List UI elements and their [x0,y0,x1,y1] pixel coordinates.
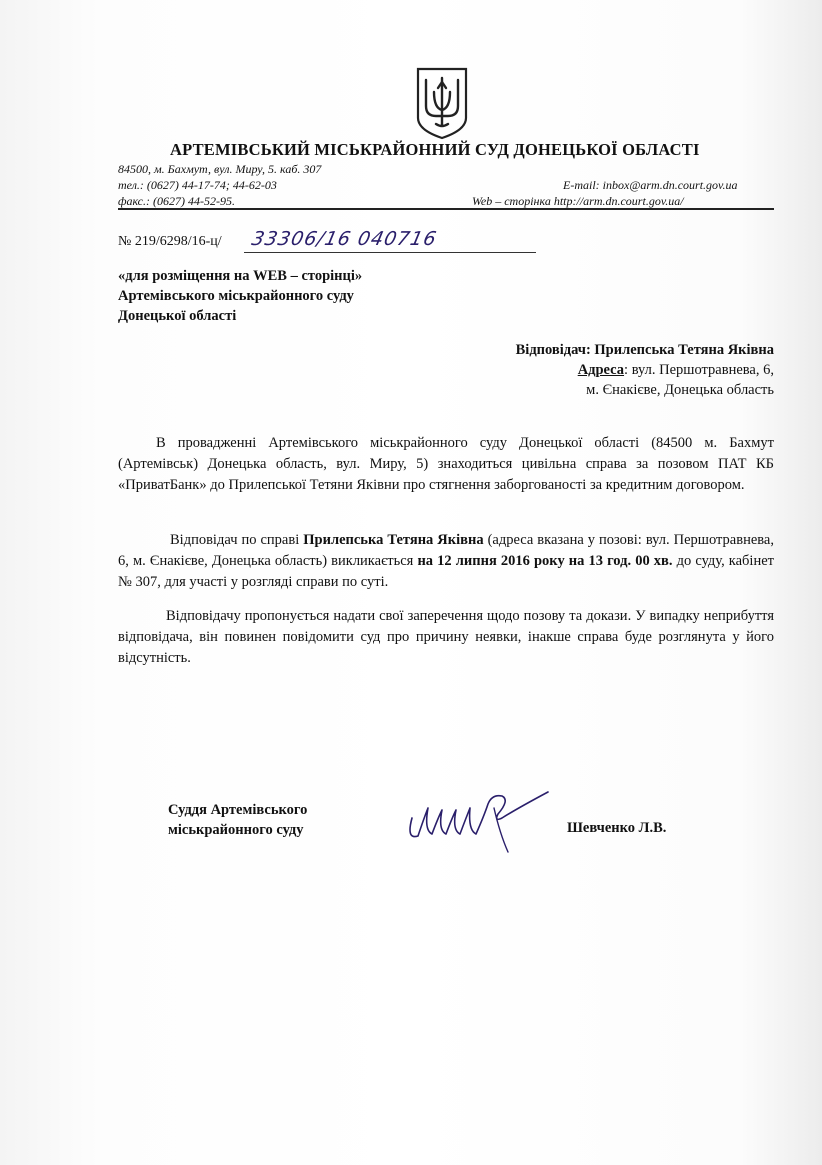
defendant-block [516,340,774,400]
web-note-line: Артемівського міськрайонного суду [118,288,354,304]
defendant-address-line [516,360,774,380]
judge-name: Шевченко Л.В. [567,820,667,836]
address-label: Адреса [577,362,625,378]
defendant-city: м. Єнакієве, Донецька область [586,382,774,398]
court-name-heading: АРТЕМІВСЬКИЙ МІСЬКРАЙОННИЙ СУД ДОНЕЦЬКОЇ ОБЛАСТІ [170,140,700,159]
address-street: : вул. Першотравнева, 6, [624,362,774,378]
web-note-line: «для розміщення на WEB – сторінці» [118,268,363,284]
summons-text: (адреса вказана у позові: вул. Першотравнева, 6, м. Єнакієве, Донецька область) викликається [118,532,774,569]
body-paragraph-case: В провадженні Артемівського міськрайонного суду Донецької області (84500 м. Бахмут (Артемівськ) Донецька область, вул. Миру, 5) знаходиться цивільна справа за позовом ПАТ КБ «ПриватБанк» до Прилепської Тетяни Яківни про стягнення заборгованості за кредитним договором. [118,435,774,493]
web-publication-note [118,266,362,326]
summons-text: до суду, кабінет № 307, для участі у розгляді справи по суті. [118,553,774,590]
reference-number: № 219/6298/16-ц/ [118,234,222,249]
tryzub-emblem-icon [414,66,470,140]
court-website: Web – сторінка http://arm.dn.court.gov.ua/ [472,194,684,208]
judge-title-line: Суддя Артемівського [168,802,308,818]
court-phone: тел.: (0627) 44-17-74; 44-62-03 [118,178,277,192]
header-divider [118,208,774,210]
defendant-name-line [516,340,774,360]
web-note-line: Донецької області [118,308,237,324]
summons-text: Відповідач по справі [170,532,304,548]
summons-defendant-name: Прилепська Тетяна Яківна [303,532,484,548]
court-address: 84500, м. Бахмут, вул. Миру, 5. каб. 307 [118,162,322,176]
court-email: E-mail: inbox@arm.dn.court.gov.ua [563,178,738,192]
reference-handwritten-stamp: 33306/16 040716 [249,228,439,250]
reference-underline [244,252,536,253]
court-fax: факс.: (0627) 44-52-95. [118,194,235,208]
judge-title-line: міськрайонного суду [168,822,304,838]
summons-date-time: на 12 липня 2016 року на 13 год. 00 хв. [417,553,673,569]
body-paragraph-objections: Відповідачу пропонується надати свої заперечення щодо позову та докази. У випадку неприбуття відповідача, він повинен повідомити суд про причину неявки, інакше справа буде розглянута у його відсутність. [118,608,774,666]
judge-title [168,800,307,840]
defendant-label: Відповідач: [515,342,591,358]
body-paragraph-summons [118,530,774,593]
defendant-name: Прилепська Тетяна Яківна [594,342,774,358]
handwritten-signature [398,778,558,858]
